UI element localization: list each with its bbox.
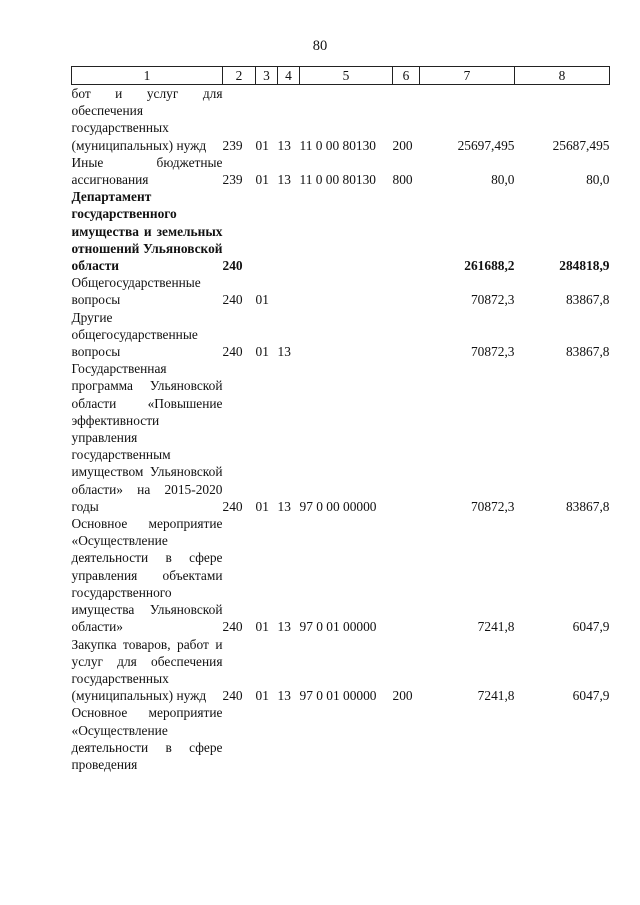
expense-type-cell: 800	[392, 172, 413, 188]
table-row	[72, 274, 610, 308]
row-name-cell: Закупка товаров, работ и услуг для обеспечения государственных (муниципальных) нужд	[71, 636, 223, 704]
amount-year2-cell: 80,0	[586, 172, 610, 188]
target-article-cell	[300, 274, 393, 308]
subsection-code-cell: 13	[277, 688, 291, 704]
subsection-code-cell: 13	[277, 137, 291, 153]
amount-year1-cell: 7241,8	[477, 619, 515, 635]
amount-year1-cell: 70872,3	[470, 344, 515, 360]
amount-year2-cell: 83867,8	[565, 344, 610, 360]
expense-type-cell	[393, 274, 420, 308]
section-code-cell: 01	[255, 498, 269, 514]
expense-type-cell	[393, 360, 420, 515]
target-article-cell	[300, 188, 393, 274]
column-header: 8	[515, 67, 610, 85]
ministry-code-cell	[223, 704, 256, 773]
row-name-cell: Департамент государственного имущества и земельных отношений Ульяновской области	[71, 189, 223, 274]
table-row	[72, 188, 610, 274]
target-article-cell: 97 0 00 00000	[299, 498, 377, 514]
section-code-cell	[256, 704, 278, 773]
expense-type-cell: 200	[392, 137, 413, 153]
row-name-cell: бот и услуг для обеспечения государственных (муниципальных) нужд	[71, 86, 223, 153]
subsection-code-cell: 13	[277, 172, 291, 188]
ministry-code-cell: 240	[222, 688, 243, 704]
target-article-cell: 97 0 01 00000	[299, 619, 377, 635]
column-header: 7	[420, 67, 515, 85]
amount-year1-cell: 70872,3	[470, 292, 515, 308]
ministry-code-cell: 240	[222, 498, 243, 514]
subsection-code-cell	[278, 188, 300, 274]
amount-year1-cell: 7241,8	[477, 688, 515, 704]
table-row	[72, 360, 610, 515]
ministry-code-cell: 240	[222, 292, 243, 308]
section-code-cell: 01	[255, 137, 269, 153]
amount-year2-cell: 83867,8	[565, 498, 610, 514]
row-name-cell: Другие общегосударственные вопросы	[71, 309, 198, 360]
subsection-code-cell: 13	[277, 619, 291, 635]
column-header: 5	[300, 67, 393, 85]
section-code-cell: 01	[255, 619, 269, 635]
table-row	[72, 636, 610, 705]
column-header: 4	[278, 67, 300, 85]
amount-year2-cell: 6047,9	[572, 688, 610, 704]
column-header: 2	[223, 67, 256, 85]
target-article-cell: 97 0 01 00000	[299, 688, 377, 704]
expense-type-cell	[393, 309, 420, 361]
ministry-code-cell: 239	[222, 137, 243, 153]
ministry-code-cell: 240	[222, 619, 243, 635]
row-name-cell: Иные бюджетные ассигнования	[71, 154, 223, 188]
page-number: 80	[312, 38, 328, 54]
column-header: 6	[393, 67, 420, 85]
column-header: 3	[256, 67, 278, 85]
section-code-cell: 01	[255, 688, 269, 704]
amount-year1-cell: 261688,2	[464, 258, 515, 274]
subsection-code-cell	[278, 704, 300, 773]
subsection-code-cell: 13	[277, 498, 291, 514]
row-name-cell: Общегосударственные вопросы	[71, 275, 201, 308]
expense-type-cell	[393, 188, 420, 274]
row-name-cell: Основное мероприятие «Осуществление деятельности в сфере управления объектами государственного имущества Ульяновской области»	[71, 516, 223, 635]
amount-year1-cell: 80,0	[491, 172, 515, 188]
amount-year2-cell: 25687,495	[552, 137, 610, 153]
table-row	[72, 85, 610, 154]
target-article-cell	[300, 704, 393, 773]
header-row	[72, 67, 610, 85]
table-row	[72, 515, 610, 635]
subsection-code-cell: 13	[277, 344, 291, 360]
table-body	[72, 85, 610, 774]
ministry-code-cell: 240	[222, 258, 243, 274]
section-code-cell	[256, 188, 278, 274]
budget-table	[71, 66, 610, 773]
expense-type-cell: 200	[392, 688, 413, 704]
column-header: 1	[72, 67, 223, 85]
section-code-cell: 01	[255, 292, 269, 308]
section-code-cell: 01	[255, 172, 269, 188]
subsection-code-cell	[278, 274, 300, 308]
section-code-cell: 01	[255, 344, 269, 360]
row-name-cell: Основное мероприятие «Осуществление деятельности в сфере проведения	[71, 705, 223, 772]
amount-year1-cell	[420, 704, 515, 773]
amount-year1-cell: 70872,3	[470, 498, 515, 514]
ministry-code-cell: 239	[222, 172, 243, 188]
table-row	[72, 309, 610, 361]
table-row	[72, 704, 610, 773]
amount-year2-cell: 83867,8	[565, 292, 610, 308]
expense-type-cell	[393, 704, 420, 773]
amount-year2-cell: 284818,9	[559, 258, 610, 274]
expense-type-cell	[393, 515, 420, 635]
amount-year1-cell: 25697,495	[457, 137, 515, 153]
target-article-cell: 11 0 00 80130	[299, 137, 376, 153]
table-header	[72, 67, 610, 85]
target-article-cell: 11 0 00 80130	[299, 172, 376, 188]
amount-year2-cell	[515, 704, 610, 773]
amount-year2-cell: 6047,9	[572, 619, 610, 635]
target-article-cell	[300, 309, 393, 361]
ministry-code-cell: 240	[222, 344, 243, 360]
table-row	[72, 154, 610, 188]
row-name-cell: Государственная программа Ульяновской области «Повышение эффективности управления государственным имуществом Ульяновской области» на 2015-2020 годы	[71, 361, 223, 514]
